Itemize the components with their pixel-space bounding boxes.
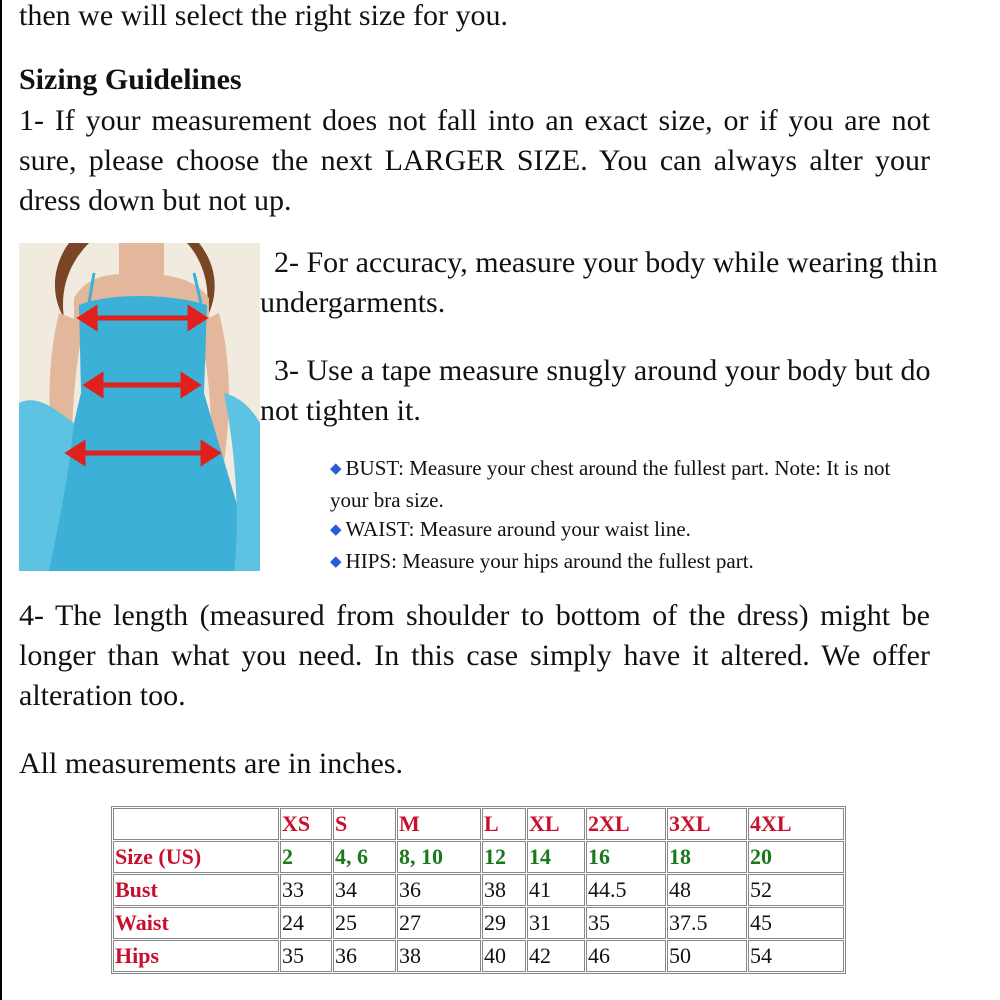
table-cell: 36	[397, 874, 481, 906]
left-border-rule	[0, 0, 2, 1000]
table-cell: 38	[397, 940, 481, 972]
table-cell: 34	[333, 874, 396, 906]
table-cell: 52	[748, 874, 844, 906]
table-cell: 14	[527, 841, 585, 873]
table-cell: 24	[280, 907, 332, 939]
size-header-cell: 4XL	[748, 808, 844, 840]
guideline-3-text: 3- Use a tape measure snugly around your body but do not tighten it.	[260, 354, 931, 427]
table-cell: 45	[748, 907, 844, 939]
table-cell: 36	[333, 940, 396, 972]
table-cell: 16	[586, 841, 666, 873]
table-cell: 25	[333, 907, 396, 939]
guideline-1: 1- If your measurement does not fall into an exact size, or if you are not sure, please choose the next LARGER SIZE. You can always alter your dress down but not up.	[19, 104, 930, 217]
row-label: Waist	[113, 907, 279, 939]
table-cell: 27	[397, 907, 481, 939]
diamond-bullet-icon: ◆	[330, 522, 342, 538]
table-row-hips	[113, 940, 844, 972]
guideline-4: 4- The length (measured from shoulder to bottom of the dress) might be longer than what you need. In this case simply have it altered. We offer alteration too.	[19, 599, 930, 712]
bullet-waist	[330, 515, 930, 547]
table-cell: 54	[748, 940, 844, 972]
table-cell: 48	[667, 874, 747, 906]
table-cell: 18	[667, 841, 747, 873]
guideline-2-text: 2- For accuracy, measure your body while wearing thin undergarments.	[260, 246, 938, 319]
bullet-bust-text: BUST: Measure your chest around the fullest part. Note: It is not your bra size.	[330, 456, 891, 512]
size-header-cell: L	[482, 808, 526, 840]
table-row-us-size	[113, 841, 844, 873]
table-cell: 8, 10	[397, 841, 481, 873]
guideline-2	[260, 243, 940, 323]
diamond-bullet-icon: ◆	[330, 461, 342, 477]
table-cell: 38	[482, 874, 526, 906]
diamond-bullet-icon: ◆	[330, 554, 342, 570]
size-chart-table	[111, 806, 846, 974]
table-cell: 40	[482, 940, 526, 972]
table-cell: 20	[748, 841, 844, 873]
table-cell: 50	[667, 940, 747, 972]
size-header-row	[113, 808, 844, 840]
bullet-hips-text: HIPS: Measure your hips around the fullest part.	[345, 549, 754, 573]
table-cell: 33	[280, 874, 332, 906]
size-header-cell: M	[397, 808, 481, 840]
intro-line: then we will select the right size for you.	[19, 0, 509, 32]
dress-illustration	[19, 243, 260, 571]
table-cell: 35	[586, 907, 666, 939]
bullet-hips	[330, 547, 930, 579]
table-cell: 37.5	[667, 907, 747, 939]
table-row-bust	[113, 874, 844, 906]
row-label: Hips	[113, 940, 279, 972]
table-cell: 44.5	[586, 874, 666, 906]
size-header-cell: S	[333, 808, 396, 840]
table-cell: 46	[586, 940, 666, 972]
row-label: Size (US)	[113, 841, 279, 873]
dress-measurement-photo	[19, 243, 260, 571]
row-label: Bust	[113, 874, 279, 906]
units-note: All measurements are in inches.	[19, 747, 404, 780]
bullet-waist-text: WAIST: Measure around your waist line.	[345, 517, 691, 541]
table-cell: 12	[482, 841, 526, 873]
table-cell: 35	[280, 940, 332, 972]
sizing-guidelines-heading: Sizing Guidelines	[19, 63, 242, 96]
size-header-cell: XS	[280, 808, 332, 840]
table-cell: 31	[527, 907, 585, 939]
guideline-3	[260, 351, 940, 431]
table-row-waist	[113, 907, 844, 939]
header-corner-cell	[113, 808, 279, 840]
table-cell: 29	[482, 907, 526, 939]
size-header-cell: 3XL	[667, 808, 747, 840]
table-cell: 41	[527, 874, 585, 906]
table-cell: 4, 6	[333, 841, 396, 873]
measurement-bullets	[330, 454, 930, 579]
table-cell: 2	[280, 841, 332, 873]
table-cell: 42	[527, 940, 585, 972]
size-header-cell: 2XL	[586, 808, 666, 840]
size-header-cell: XL	[527, 808, 585, 840]
bullet-bust	[330, 454, 930, 515]
